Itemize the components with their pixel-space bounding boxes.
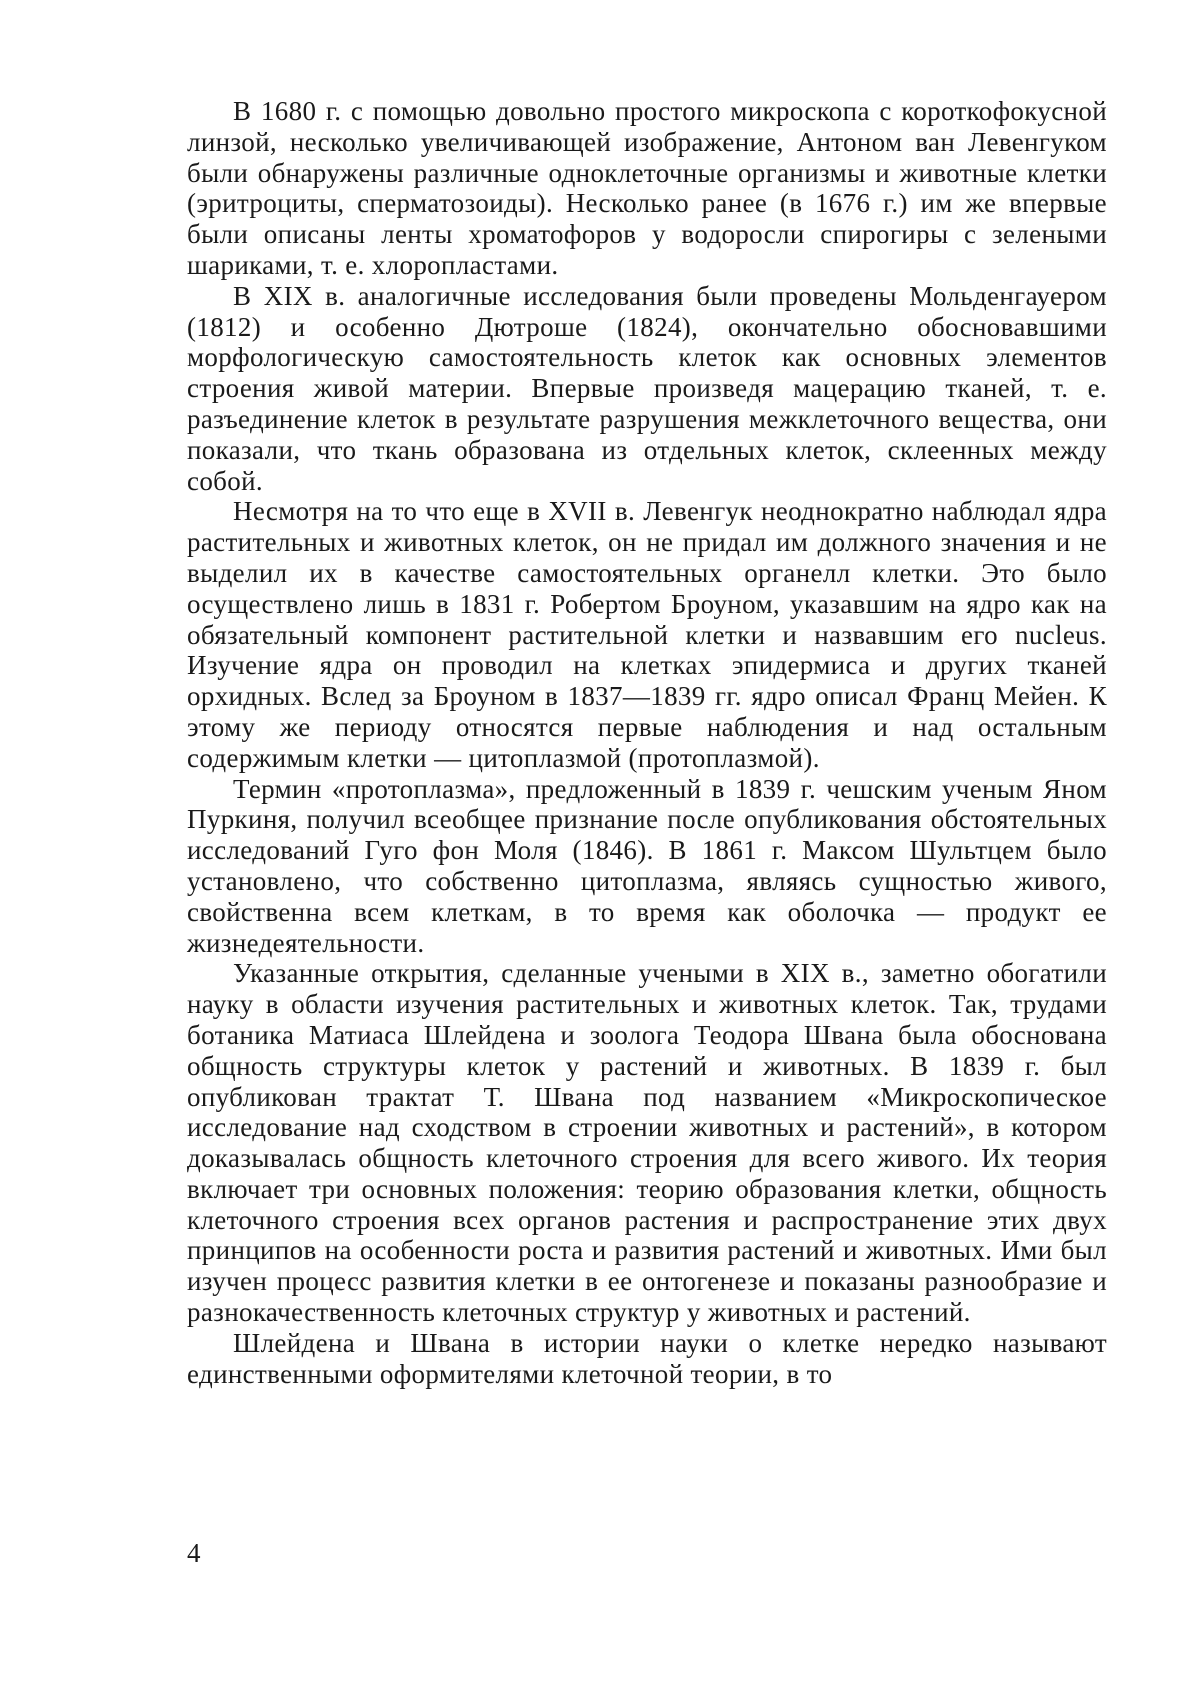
paragraph-4: Термин «протоплазма», предложенный в 1839 г. чешским ученым Яном Пуркиня, получил всеобщее признание после опубликования обстоятельных исследований Гуго фон Моля (1846). В 1861 г. Максом Шультцем было установлено, что собственно цитоплазма, являясь сущностью живого, свойственна всем клеткам, в то время как оболочка — продукт ее жизнедеятельности. [187, 773, 1107, 958]
paragraph-2: В XIX в. аналогичные исследования были проведены Мольденгауером (1812) и особенно Дютроше (1824), окончательно обосновавшими морфологическую самостоятельность клеток как основных элементов строения живой материи. Впервые произведя мацерацию тканей, т. е. разъединение клеток в результате разрушения межклеточного вещества, они показали, что ткань образована из отдельных клеток, склеенных между собой. [187, 280, 1107, 496]
paragraph-5: Указанные открытия, сделанные учеными в XIX в., заметно обогатили науку в области изучения растительных и животных клеток. Так, трудами ботаника Матиаса Шлейдена и зоолога Теодора Швана была обоснована общность структуры клеток у растений и животных. В 1839 г. был опубликован трактат Т. Швана под названием «Микроскопическое исследование над сходством в строении животных и растений», в котором доказывалась общность клеточного строения для всего живого. Их теория включает три основных положения: теорию образования клетки, общность клеточного строения всех органов растения и распространение этих двух принципов на особенности роста и развития растений и животных. Ими был изучен процесс развития клетки в ее онтогенезе и показаны разнообразие и разнокачественность клеточных структур у животных и растений. [187, 958, 1107, 1328]
page-number: 4 [187, 1538, 201, 1568]
paragraph-1: В 1680 г. с помощью довольно простого микроскопа с короткофокусной линзой, несколько увеличивающей изображение, Антоном ван Левенгуком были обнаружены различные одноклеточные организмы и животные клетки (эритроциты, сперматозоиды). Несколько ранее (в 1676 г.) им же впервые были описаны ленты хроматофоров у водоросли спирогиры с зелеными шариками, т. е. хлоропластами. [187, 96, 1107, 280]
body-text [187, 96, 1107, 1389]
paragraph-6: Шлейдена и Швана в истории науки о клетке нередко называют единственными оформителями клеточной теории, в то [187, 1327, 1107, 1389]
paragraph-3: Несмотря на то что еще в XVII в. Левенгук неоднократно наблюдал ядра растительных и животных клеток, он не придал им должного значения и не выделил их в качестве самостоятельных органелл клетки. Это было осуществлено лишь в 1831 г. Робертом Броуном, указавшим на ядро как на обязательный компонент растительной клетки и назвавшим его nucleus. Изучение ядра он проводил на клетках эпидермиса и других тканей орхидных. Вслед за Броуном в 1837—1839 гг. ядро описал Франц Мейен. К этому же периоду относятся первые наблюдения и над остальным содержимым клетки — цитоплазмой (протоплазмой). [187, 496, 1107, 773]
